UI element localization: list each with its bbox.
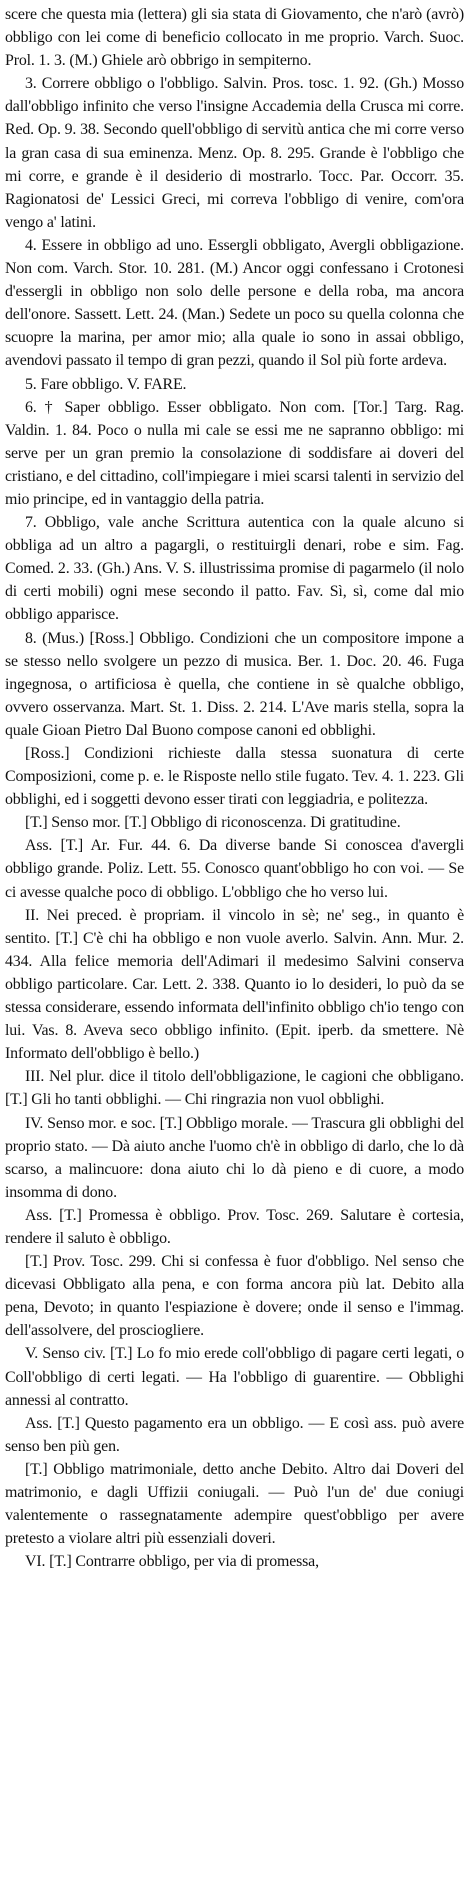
- paragraph-sense-5: 5. Fare obbligo. V. FARE.: [25, 375, 187, 393]
- paragraph-sense-4: 4. Essere in obbligo ad uno. Essergli obbligato, Avergli obbligazione. Non com. Varch. Stor. 10. 281. (M.) Ancor oggi confessano i Crotonesi d'essergli in obbligo non solo delle persone e della roba, ma ancora dell'onore. Sassett. Lett. 24. (Man.) Sedete un poco su quella colonna che scuopre la marina, per amor mio; alla quale io sono in assai obbligo, avendovi passato il tempo di gran pezzi, quando il Sol più forte ardeva.: [5, 236, 464, 370]
- paragraph-sense-6: 6. † Saper obbligo. Esser obbligato. Non com. [Tor.] Targ. Rag. Valdin. 1. 84. Poco o nulla mi cale se essi me ne sapranno obbligo: mi serve per un gran premio la consolazione di soddisfare ai doveri del cristiano, e del cittadino, coll'impiegare i miei scarsi talenti in servizio del mio principe, ed in vantaggio della patria.: [5, 398, 464, 508]
- paragraph-ass-1: Ass. [T.] Ar. Fur. 44. 6. Da diverse bande Si conoscea d'avergli obbligo grande. Poliz. Lett. 55. Conosco quant'obbligo ho con voi. — Se ci avesse qualche poco di obbligo. L'obbligo che ho verso lui.: [5, 837, 464, 901]
- paragraph-roman-3: III. Nel plur. dice il titolo dell'obbligazione, le cagioni che obbligano. [T.] Gli ho tanti obblighi. — Chi ringrazia non vuol obblighi.: [5, 1068, 464, 1109]
- paragraph-continuation: scere che questa mia (lettera) gli sia stata di Giovamento, che n'arò (avrò) obbligo con lei come di beneficio collocato in me proprio. Varch. Suoc. Prol. 1. 3. (M.) Ghiele arò obbrigo in sempiterno.: [5, 6, 464, 70]
- paragraph-roman-2: II. Nei preced. è propriam. il vincolo in sè; ne' seg., in quanto è sentito. [T.] C'è chi ha obbligo e non vuole averlo. Salvin. Ann. Mur. 2. 434. Alla felice memoria dell'Adimari il medesimo Salvini conserva obbligo particolare. Car. Lett. 2. 338. Quanto io lo desideri, lo può da se stessa considerare, essendo informata dell'infinito obbligo ch'io tengo con lui. Vas. 8. Aveva seco obbligo infinito. (Epit. iperb. da smettere. Nè Informato dell'obbligo è bello.): [5, 906, 464, 1063]
- paragraph-sense-8: 8. (Mus.) [Ross.] Obbligo. Condizioni che un compositore impone a se stesso nello svolgere un pezzo di musica. Ber. 1. Doc. 20. 46. Fuga ingegnosa, o artificiosa è quella, che contiene in sè qualche obbligo, ovvero osservanza. Mart. St. 1. Diss. 2. 214. L'Ave maris stella, sopra la quale Gioan Pietro Dal Buono compose canoni ed obblighi.: [5, 629, 464, 739]
- paragraph-roman-5: V. Senso civ. [T.] Lo fo mio erede coll'obbligo di pagare certi legati, o Coll'obbligo di certi legati. — Ha l'obbligo di guarentire. — Obblighi annessi al contratto.: [5, 1345, 464, 1409]
- paragraph-ass-2: Ass. [T.] Promessa è obbligo. Prov. Tosc. 269. Salutare è cortesia, rendere il saluto è obbligo.: [5, 1206, 464, 1247]
- paragraph-prov-tosc: [T.] Prov. Tosc. 299. Chi si confessa è fuor d'obbligo. Nel senso che dicevasi Obbligato alla pena, e con forma ancora più lat. Debito alla pena, Devoto; in quanto l'espiazione è dovere; onde il senso e l'immag. dell'assolvere, del prosciogliere.: [5, 1253, 464, 1340]
- paragraph-ass-3: Ass. [T.] Questo pagamento era un obbligo. — E così ass. può avere senso ben più gen.: [5, 1414, 464, 1455]
- paragraph-sense-7: 7. Obbligo, vale anche Scrittura autentica con la quale alcuno si obbliga ad un altro a pagargli, o restituirgli denari, robe e sim. Fag. Comed. 2. 33. (Gh.) Ans. V. S. illustrissima promise di pagarmelo (il nolo di certi mobili) ogni mese secondo il patto. Fav. Sì, sì, come dal mio obbligo apparisce.: [5, 514, 464, 624]
- paragraph-sense-3: 3. Correre obbligo o l'obbligo. Salvin. Pros. tosc. 1. 92. (Gh.) Mosso dall'obbligo infinito che verso l'insigne Accademia della Crusca mi corre. Red. Op. 9. 38. Secondo quell'obbligo di servitù antica che mi corre verso la gran casa di sua eminenza. Menz. Op. 8. 295. Grande è l'obbligo che mi corre, e grande è il desiderio di mostrarlo. Tocc. Par. Occorr. 35. Ragionatosi de' Lessici Greci, mi correva l'obbligo di venire, com'ora vengo a' latini.: [5, 75, 464, 231]
- paragraph-ross: [Ross.] Condizioni richieste dalla stessa suonatura di certe Composizioni, come p. e. le Risposte nello stile fugato. Tev. 4. 1. 223. Gli obblighi, ed i soggetti devono esser tirati con leggiadria, e politezza.: [5, 745, 464, 809]
- paragraph-senso-mor: [T.] Senso mor. [T.] Obbligo di riconoscenza. Di gratitudine.: [25, 814, 401, 832]
- paragraph-matrimoniale: [T.] Obbligo matrimoniale, detto anche Debito. Altro dai Doveri del matrimonio, e dagli Uffizii coniugali. — Può l'un de' due coniugi valentemente o rassegnatamente adempire quest'obbligo per avere pretesto a violare altri più essenziali doveri.: [5, 1460, 464, 1548]
- paragraph-roman-6: VI. [T.] Contrarre obbligo, per via di promessa,: [25, 1553, 319, 1571]
- paragraph-roman-4: IV. Senso mor. e soc. [T.] Obbligo morale. — Trascura gli obblighi del proprio stato. — Dà aiuto anche l'uomo ch'è in obbligo di darlo, che lo dà scarso, a malincuore: dona aiuto chi lo dà pieno e di cuore, a modo insomma di dono.: [5, 1114, 464, 1201]
